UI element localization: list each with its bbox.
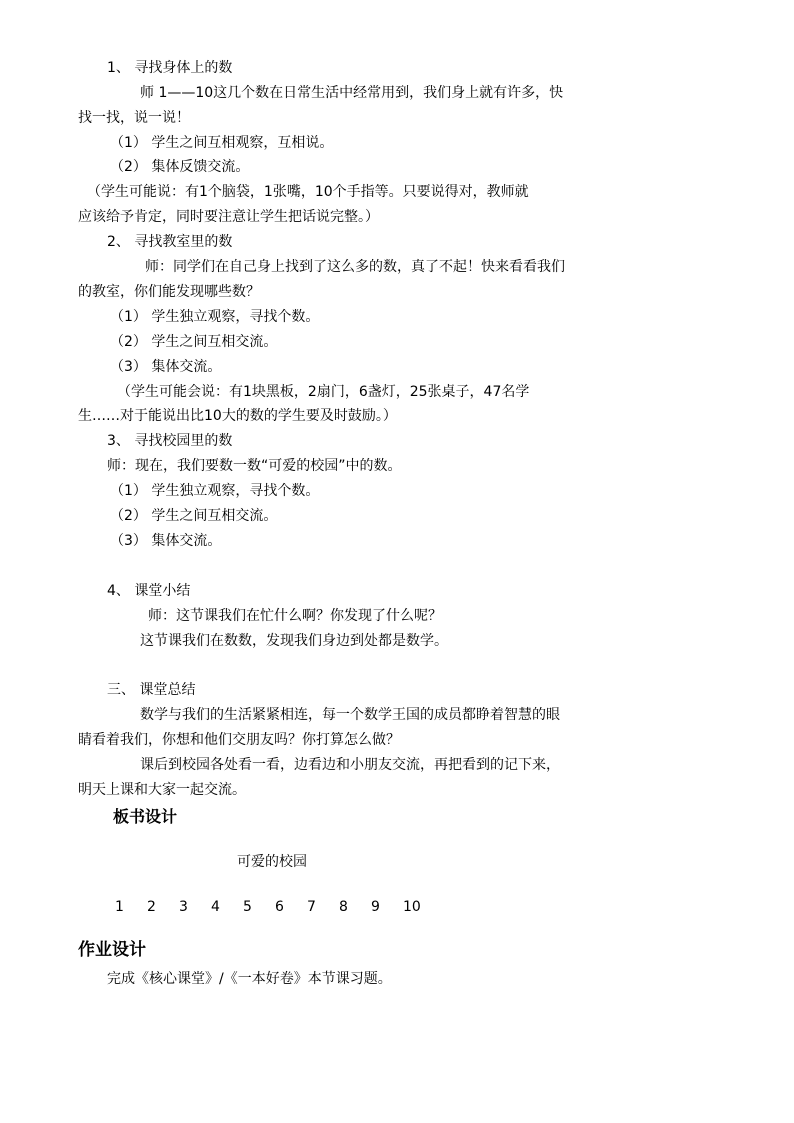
paragraph-line: （学生可能会说：有1块黑板，2扇门，6盏灯，25张桌子，47名学 xyxy=(117,384,530,400)
board-number: 8 xyxy=(339,899,348,915)
board-title: 可爱的校园 xyxy=(237,854,307,870)
section-heading-3: 3、 寻找校园里的数 xyxy=(107,433,233,449)
list-item: （2） 学生之间互相交流。 xyxy=(110,334,278,350)
homework-text: 完成《核心课堂》/《一本好卷》本节课习题。 xyxy=(107,971,392,987)
board-numbers xyxy=(115,897,435,917)
board-number: 1 xyxy=(115,899,124,915)
paragraph-line: 师：同学们在自己身上找到了这么多的数，真了不起！快来看看我们 xyxy=(145,259,565,275)
paragraph-line: 睛看着我们，你想和他们交朋友吗？你打算怎么做？ xyxy=(78,732,400,748)
paragraph-line: 课后到校园各处看一看，边看边和小朋友交流，再把看到的记下来， xyxy=(140,757,560,773)
list-item: （1） 学生之间互相观察，互相说。 xyxy=(110,135,334,151)
paragraph-line: 找一找，说一说！ xyxy=(78,110,190,126)
list-item: （3） 集体交流。 xyxy=(110,533,222,549)
list-item: （1） 学生独立观察，寻找个数。 xyxy=(110,483,320,499)
homework-heading: 作业设计 xyxy=(78,940,146,960)
paragraph-line: 生……对于能说出比10大的数的学生要及时鼓励。） xyxy=(78,408,397,424)
paragraph-line: 师 1——10这几个数在日常生活中经常用到，我们身上就有许多，快 xyxy=(140,85,564,101)
list-item: （2） 集体反馈交流。 xyxy=(110,159,250,175)
section-heading-1: 1、 寻找身体上的数 xyxy=(107,60,233,76)
list-item: （1） 学生独立观察，寻找个数。 xyxy=(110,309,320,325)
paragraph-line: 数学与我们的生活紧紧相连，每一个数学王国的成员都睁着智慧的眼 xyxy=(140,707,560,723)
paragraph-line: 的教室，你们能发现哪些数？ xyxy=(78,284,260,300)
paragraph-line: 师：现在，我们要数一数“可爱的校园”中的数。 xyxy=(107,458,402,474)
board-number: 9 xyxy=(371,899,380,915)
board-number: 6 xyxy=(275,899,284,915)
section-heading-summary: 三、 课堂总结 xyxy=(107,682,196,698)
board-number: 10 xyxy=(403,899,421,915)
paragraph-line: 应该给予肯定，同时要注意让学生把话说完整。） xyxy=(78,209,379,225)
paragraph-line: 师：这节课我们在忙什么啊？你发现了什么呢？ xyxy=(148,608,442,624)
paragraph-line: 明天上课和大家一起交流。 xyxy=(78,782,246,798)
board-number: 5 xyxy=(243,899,252,915)
board-number: 4 xyxy=(211,899,220,915)
board-design-heading: 板书设计 xyxy=(113,807,178,826)
list-item: （3） 集体交流。 xyxy=(110,359,222,375)
board-number: 7 xyxy=(307,899,316,915)
section-heading-2: 2、 寻找教室里的数 xyxy=(107,234,233,250)
board-number: 2 xyxy=(147,899,156,915)
paragraph-line: （学生可能说：有1个脑袋，1张嘴，10个手指等。只要说得对，教师就 xyxy=(87,184,529,200)
list-item: （2） 学生之间互相交流。 xyxy=(110,508,278,524)
paragraph-line: 这节课我们在数数，发现我们身边到处都是数学。 xyxy=(140,633,448,649)
board-number: 3 xyxy=(179,899,188,915)
section-heading-4: 4、 课堂小结 xyxy=(107,583,191,599)
